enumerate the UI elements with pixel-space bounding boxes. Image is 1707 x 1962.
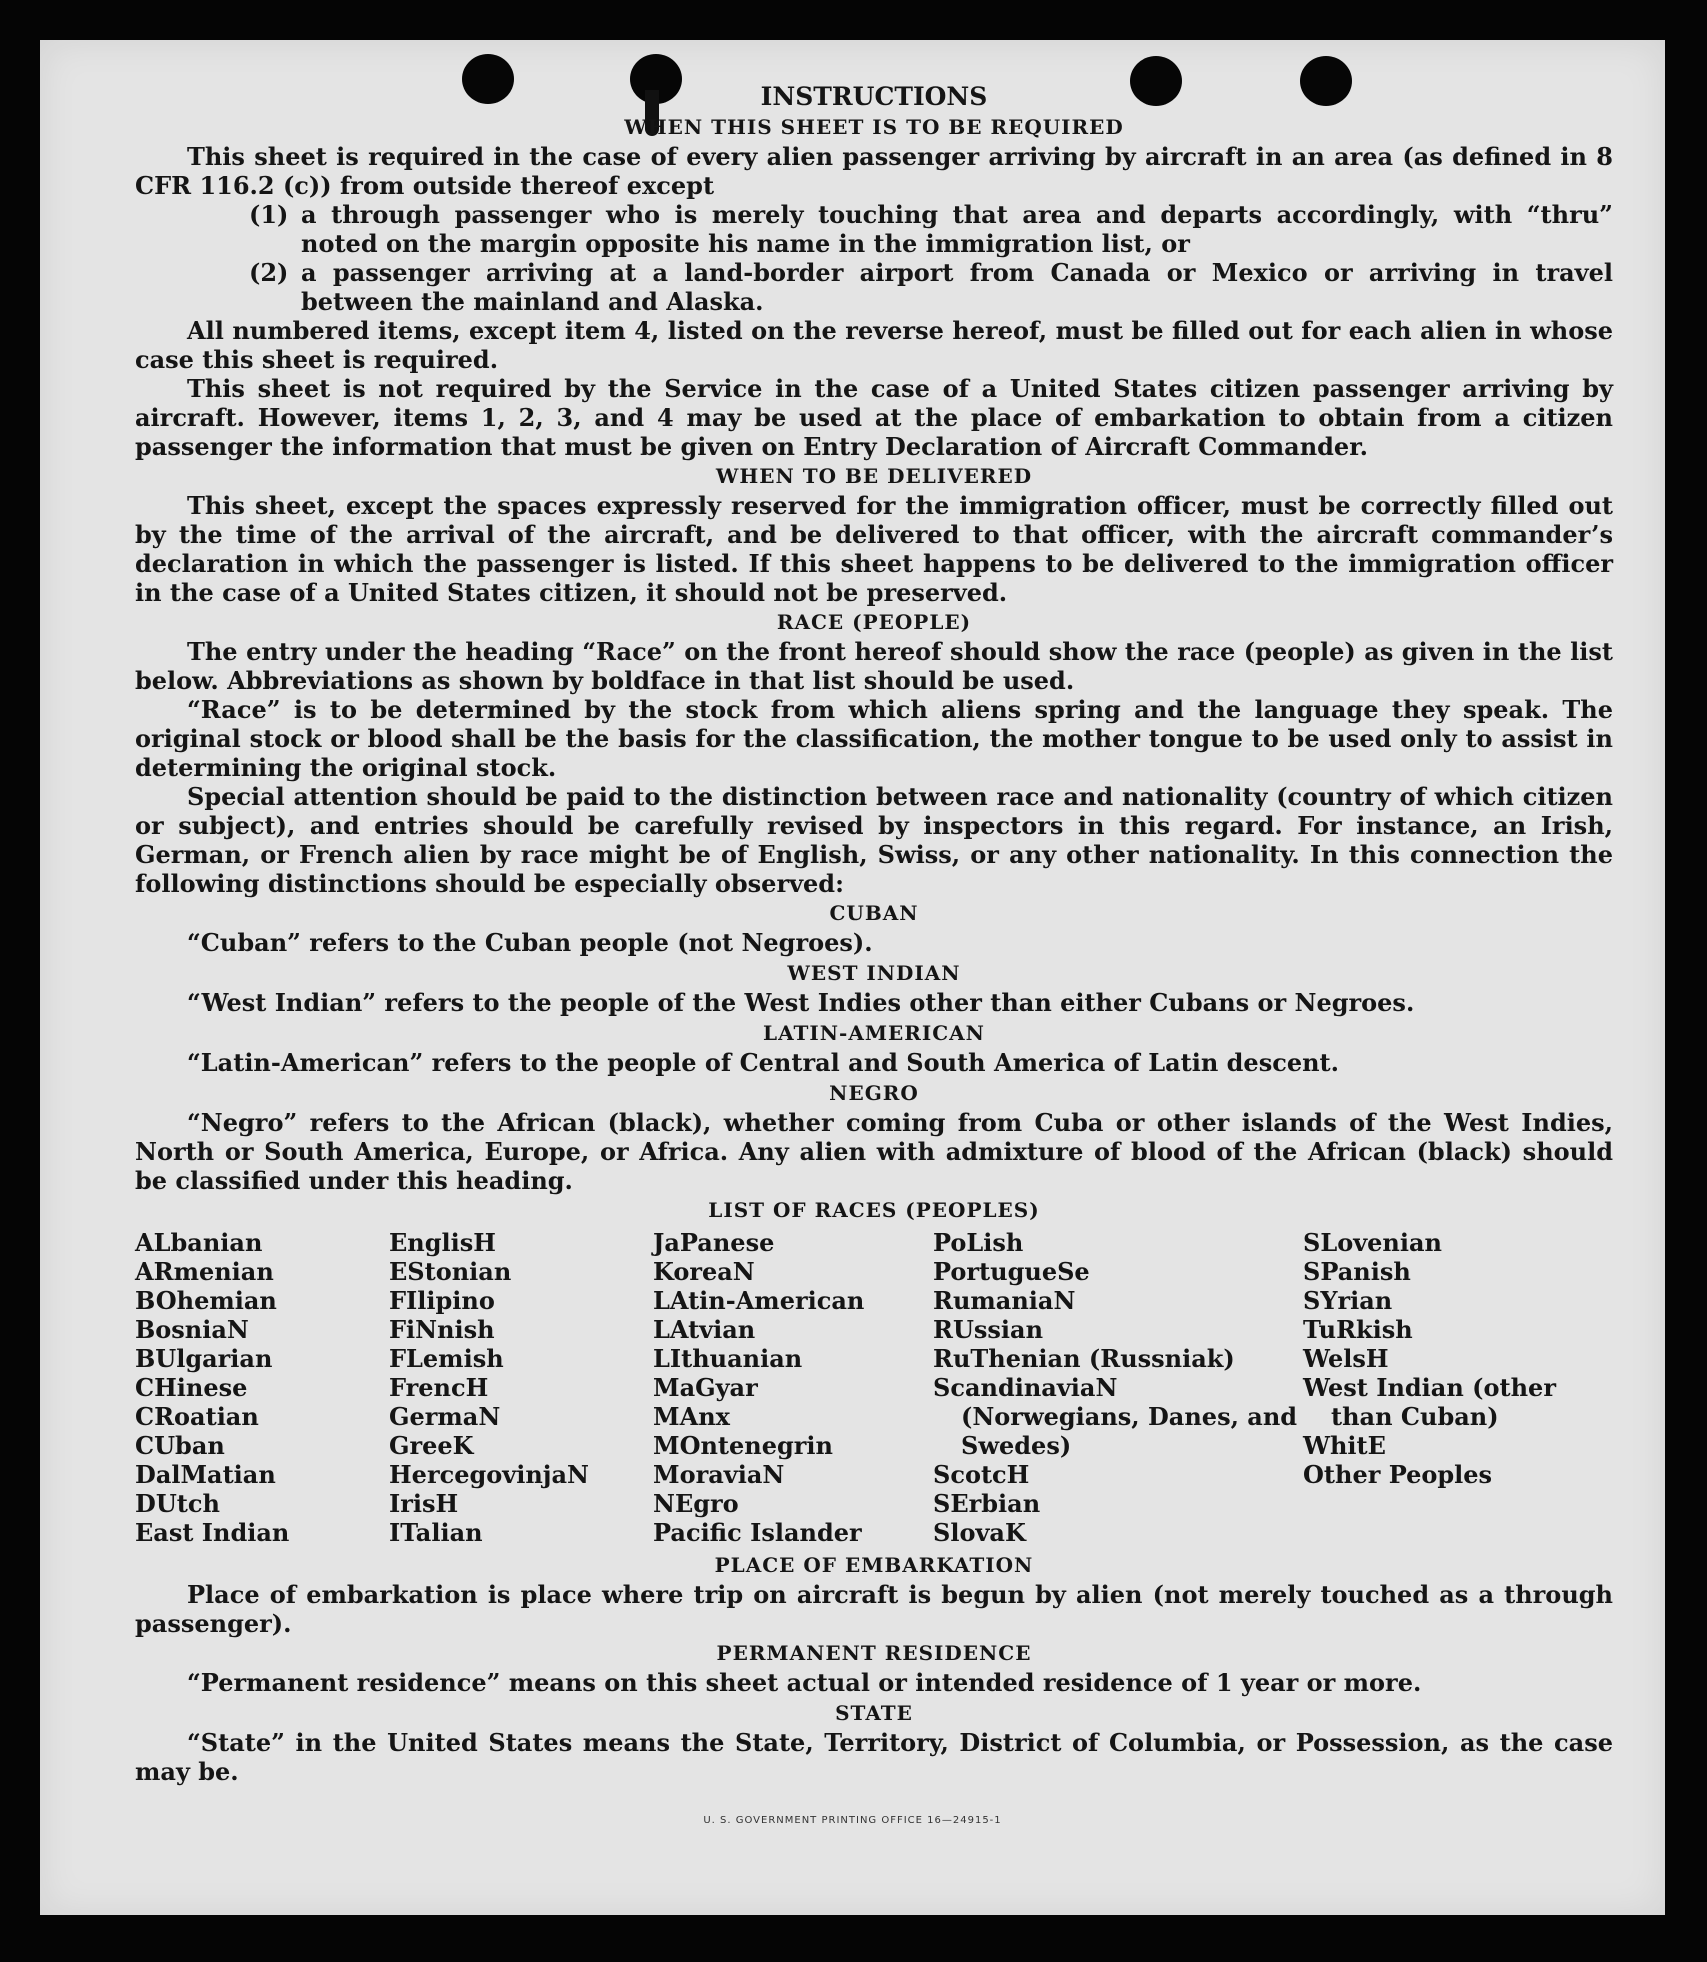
race-item: ITalian (389, 1518, 483, 1547)
list-item (249, 200, 1613, 258)
item-number: (2) (249, 258, 289, 287)
heading-latin-american: LATIN-AMERICAN (763, 1021, 985, 1045)
item-text: a through passenger who is merely touching that area and departs accordingly, with “thru” noted on the margin opposite his name in the immigration list, or (301, 200, 1613, 258)
race-item: BUlgarian (135, 1344, 273, 1373)
races-table (135, 1228, 1613, 1547)
race-item: West Indian (other than Cuban) (1303, 1373, 1556, 1431)
race-item: SlovaK (933, 1518, 1026, 1547)
paragraph: This sheet, except the spaces expressly reserved for the immigration officer, must be correctly filled out by the time of the arrival of the aircraft, and be delivered to that officer, with the aircraft commander’s declaration in which the passenger is listed. If this sheet happens to be delivered to the immigration officer in the case of a United States citizen, it should not be preserved. (135, 491, 1613, 607)
race-item: DUtch (135, 1489, 220, 1518)
race-item: HercegovinjaN (389, 1460, 589, 1489)
race-item: MaGyar (653, 1373, 758, 1402)
heading-race: RACE (PEOPLE) (776, 610, 972, 634)
races-column (135, 1228, 389, 1547)
definition: Place of embarkation is place where trip on aircraft is begun by alien (not merely touched as a through passenger). (135, 1580, 1613, 1638)
definition: “Cuban” refers to the Cuban people (not Negroes). (187, 928, 873, 957)
list-item (249, 258, 1613, 316)
races-column (389, 1228, 653, 1547)
heading-embarkation: PLACE OF EMBARKATION (714, 1553, 1034, 1577)
race-item: EnglisH (389, 1228, 496, 1257)
definition: “West Indian” refers to the people of the West Indies other than either Cubans or Negroes. (187, 988, 1415, 1017)
page-title: INSTRUCTIONS (760, 82, 988, 111)
race-item: CRoatian (135, 1402, 259, 1431)
race-item: Pacific Islander (653, 1518, 862, 1547)
race-item: ALbanian (135, 1228, 263, 1257)
races-column (933, 1228, 1303, 1547)
race-item: ARmenian (135, 1257, 274, 1286)
definition: “Latin-American” refers to the people of Central and South America of Latin descent. (187, 1048, 1339, 1077)
race-item: BosniaN (135, 1315, 249, 1344)
race-item: LIthuanian (653, 1344, 803, 1373)
paragraph: Special attention should be paid to the distinction between race and nationality (country of which citizen or subject), and entries should be carefully revised by inspectors in this regard. For instance, an Irish, German, or French alien by race might be of English, Swiss, or any other nationality. In this connection the following distinctions should be especially observed: (135, 782, 1613, 898)
heading-cuban: CUBAN (829, 901, 919, 925)
definition: “Negro” refers to the African (black), whether coming from Cuba or other islands of the West Indies, North or South America, Europe, or Africa. Any alien with admixture of blood of the African (black) should be classified under this heading. (135, 1108, 1613, 1195)
race-item: TuRkish (1303, 1315, 1413, 1344)
race-item: BOhemian (135, 1286, 277, 1315)
race-item: FLemish (389, 1344, 504, 1373)
race-item: PoLish (933, 1228, 1024, 1257)
race-item: MOntenegrin (653, 1431, 833, 1460)
item-number: (1) (249, 200, 289, 229)
printer-imprint: U. S. GOVERNMENT PRINTING OFFICE 16—24915-1 (703, 1815, 1002, 1826)
race-item: SPanish (1303, 1257, 1411, 1286)
paragraph: All numbered items, except item 4, listed on the reverse hereof, must be filled out for each alien in whose case this sheet is required. (135, 316, 1613, 374)
definition: “Permanent residence” means on this sheet actual or intended residence of 1 year or more. (187, 1668, 1422, 1697)
item-text: a passenger arriving at a land-border airport from Canada or Mexico or arriving in travel between the mainland and Alaska. (301, 258, 1613, 316)
paragraph: This sheet is not required by the Service in the case of a United States citizen passenger arriving by aircraft. However, items 1, 2, 3, and 4 may be used at the place of embarkation to obtain from a citizen passenger the information that must be given on Entry Declaration of Aircraft Commander. (135, 374, 1613, 461)
race-item: FiNnish (389, 1315, 495, 1344)
race-item: CUban (135, 1431, 225, 1460)
race-item: JaPanese (653, 1228, 775, 1257)
race-item: IrisH (389, 1489, 459, 1518)
document-sheet (40, 40, 1665, 1915)
race-item: NEgro (653, 1489, 739, 1518)
heading-state: STATE (835, 1701, 913, 1725)
race-item: WelsH (1303, 1344, 1389, 1373)
heading-west-indian: WEST INDIAN (787, 961, 961, 985)
race-item: RumaniaN (933, 1286, 1076, 1315)
paragraph: “Race” is to be determined by the stock from which aliens spring and the language they speak. The original stock or blood shall be the basis for the classification, the mother tongue to be used only to assist in determining the original stock. (135, 695, 1613, 782)
definition: “State” in the United States means the State, Territory, District of Columbia, or Possession, as the case may be. (135, 1728, 1613, 1786)
race-item: SErbian (933, 1489, 1041, 1518)
race-item: LAtin-American (653, 1286, 865, 1315)
heading-negro: NEGRO (829, 1081, 919, 1105)
race-item: Other Peoples (1303, 1460, 1493, 1489)
race-item: MAnx (653, 1402, 730, 1431)
paragraph: The entry under the heading “Race” on the front hereof should show the race (people) as given in the list below. Abbreviations as shown by boldface in that list should be used. (135, 637, 1613, 695)
race-item: WhitE (1303, 1431, 1386, 1460)
races-column (653, 1228, 933, 1547)
race-item: DalMatian (135, 1460, 276, 1489)
race-item: RUssian (933, 1315, 1044, 1344)
instructions-body (135, 82, 1613, 1786)
race-item: FIlipino (389, 1286, 495, 1315)
race-item: EStonian (389, 1257, 512, 1286)
race-item: SYrian (1303, 1286, 1393, 1315)
race-item: MoraviaN (653, 1460, 785, 1489)
race-item: ScandinaviaN (Norwegians, Danes, and Swedes) (933, 1373, 1298, 1460)
races-column (1303, 1228, 1603, 1547)
heading-when-required: WHEN THIS SHEET IS TO BE REQUIRED (624, 115, 1124, 139)
race-item: East Indian (135, 1518, 290, 1547)
race-item: ScotcH (933, 1460, 1030, 1489)
race-item: CHinese (135, 1373, 248, 1402)
race-item: FrencH (389, 1373, 489, 1402)
race-item: SLovenian (1303, 1228, 1442, 1257)
heading-when-delivered: WHEN TO BE DELIVERED (715, 464, 1033, 488)
race-item: KoreaN (653, 1257, 755, 1286)
race-item: GreeK (389, 1431, 474, 1460)
race-item: LAtvian (653, 1315, 756, 1344)
race-item: PortugueSe (933, 1257, 1090, 1286)
race-item: RuThenian (Russniak) (933, 1344, 1235, 1373)
heading-permanent-residence: PERMANENT RESIDENCE (716, 1641, 1032, 1665)
race-item: GermaN (389, 1402, 501, 1431)
paragraph: This sheet is required in the case of every alien passenger arriving by aircraft in an area (as defined in 8 CFR 116.2 (c)) from outside thereof except (135, 142, 1613, 200)
heading-list-of-races: LIST OF RACES (PEOPLES) (708, 1198, 1040, 1222)
